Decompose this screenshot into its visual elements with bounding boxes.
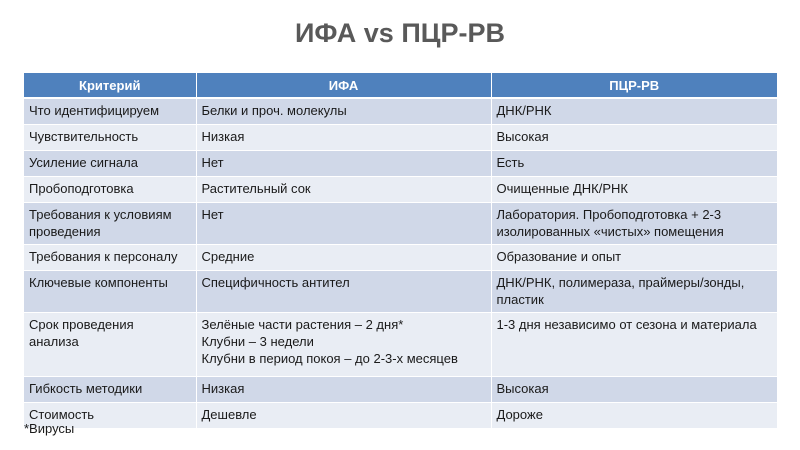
cell-text: 1-3 дня независимо от сезона и материала	[496, 317, 757, 332]
cell-text: Лаборатория. Пробоподготовка + 2-3	[496, 207, 722, 222]
cell-pcr	[491, 177, 777, 203]
cell-text: Специфичность антител	[201, 275, 350, 290]
table-row	[24, 177, 777, 203]
cell-pcr	[491, 377, 777, 403]
cell-pcr	[491, 245, 777, 271]
cell-text: Дороже	[496, 407, 543, 422]
cell-text: Нет	[201, 207, 224, 222]
cell-text: Нет	[201, 155, 224, 170]
header-ifa: ИФА	[196, 73, 491, 98]
header-criterion: Критерий	[24, 73, 196, 98]
table-row	[24, 245, 777, 271]
cell-text: Растительный сок	[201, 181, 311, 196]
table-row	[24, 403, 777, 429]
cell-ifa	[196, 151, 491, 177]
cell-text: Образование и опыт	[496, 249, 622, 264]
table-row	[24, 313, 777, 377]
cell-criterion	[24, 203, 196, 245]
cell-text: Гибкость методики	[29, 381, 143, 396]
cell-text: изолированных «чистых» помещения	[496, 224, 724, 239]
cell-text: Требования к условиям	[29, 207, 172, 222]
cell-ifa	[196, 177, 491, 203]
cell-pcr	[491, 403, 777, 429]
cell-pcr	[491, 151, 777, 177]
cell-text: Есть	[496, 155, 525, 170]
cell-text: ДНК/РНК, полимераза, праймеры/зонды,	[496, 275, 745, 290]
cell-text: Стоимость	[29, 407, 95, 422]
cell-criterion	[24, 151, 196, 177]
cell-pcr	[491, 271, 777, 313]
cell-text: Усиление сигнала	[29, 155, 138, 170]
cell-text: Высокая	[496, 129, 549, 144]
cell-text: Низкая	[201, 129, 245, 144]
cell-text: Низкая	[201, 381, 245, 396]
cell-ifa	[196, 377, 491, 403]
cell-ifa	[196, 313, 491, 377]
table-row	[24, 203, 777, 245]
cell-text: ДНК/РНК	[496, 103, 552, 118]
cell-ifa	[196, 271, 491, 313]
cell-ifa	[196, 98, 491, 125]
cell-text: Пробоподготовка	[29, 181, 134, 196]
cell-criterion	[24, 377, 196, 403]
cell-text: Дешевле	[201, 407, 257, 422]
footnote: *Вирусы	[24, 421, 75, 436]
header-pcr: ПЦР-РВ	[491, 73, 777, 98]
cell-text: Зелёные части растения – 2 дня*	[201, 317, 404, 332]
table-row	[24, 151, 777, 177]
table-row	[24, 125, 777, 151]
cell-pcr	[491, 125, 777, 151]
cell-criterion	[24, 271, 196, 313]
cell-text: Высокая	[496, 381, 549, 396]
table-row	[24, 271, 777, 313]
cell-text: пластик	[496, 292, 544, 307]
cell-criterion	[24, 245, 196, 271]
comparison-table	[24, 73, 777, 429]
cell-text: Белки и проч. молекулы	[201, 103, 347, 118]
cell-pcr	[491, 203, 777, 245]
cell-text: Что идентифицируем	[29, 103, 160, 118]
table-row	[24, 98, 777, 125]
cell-text: Требования к персоналу	[29, 249, 178, 264]
cell-pcr	[491, 313, 777, 377]
table-header-row	[24, 73, 777, 98]
cell-text: анализа	[29, 334, 79, 349]
cell-text: Клубни в период покоя – до 2-3-х месяцев	[201, 351, 458, 366]
cell-pcr	[491, 98, 777, 125]
cell-criterion	[24, 177, 196, 203]
cell-text: Средние	[201, 249, 255, 264]
cell-text: Очищенные ДНК/РНК	[496, 181, 628, 196]
page-title: ИФА vs ПЦР-РВ	[295, 18, 505, 48]
cell-text: проведения	[29, 224, 101, 239]
cell-ifa	[196, 403, 491, 429]
cell-criterion	[24, 125, 196, 151]
cell-criterion	[24, 98, 196, 125]
cell-ifa	[196, 245, 491, 271]
cell-text: Срок проведения	[29, 317, 134, 332]
cell-text: Чувствительность	[29, 129, 139, 144]
cell-text: Клубни – 3 недели	[201, 334, 314, 349]
table-row	[24, 377, 777, 403]
cell-ifa	[196, 203, 491, 245]
cell-criterion	[24, 313, 196, 377]
cell-text: Ключевые компоненты	[29, 275, 168, 290]
cell-ifa	[196, 125, 491, 151]
